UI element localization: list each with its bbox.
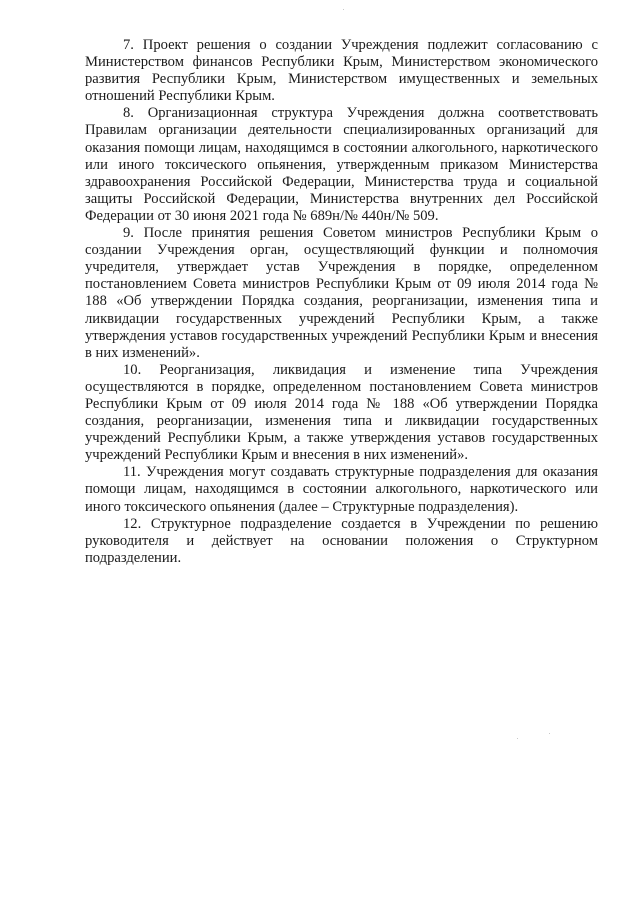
paragraph-9: 9. После принятия решения Советом министров Республики Крым о создании Учреждения орган, осуществляющий функции и полномочия учредителя, утверждает устав Учреждения в порядке, определенном постановлением Совета министров Республики Крым от 09 июля 2014 года № 188 «Об утверждении Порядка создания, реорганизации, изменения типа и ликвидации государственных учреждений Республики Крым, а также утверждения уставов государственных учреждений Республики Крым и внесения в них изменений».: [85, 225, 598, 361]
paragraph-8: 8. Организационная структура Учреждения должна соответствовать Правилам организации деятельности специализированных организаций для оказания помощи лицам, находящимся в состоянии алкогольного, наркотического или иного токсического опьянения, утвержденным приказом Министерства здравоохранения Российской Федерации, Министерства труда и социальной защиты Российской Федерации, Министерства внутренних дел Российской Федерации от 30 июня 2021 года № 689н/№ 440н/№ 509.: [85, 105, 598, 224]
scan-speck: [343, 9, 344, 10]
scan-speck: [517, 738, 518, 739]
paragraph-12: 12. Структурное подразделение создается в Учреждении по решению руководителя и действует на основании положения о Структурном подразделении.: [85, 515, 598, 566]
scan-speck: [549, 733, 550, 734]
document-body: [85, 37, 598, 567]
paragraph-11: 11. Учреждения могут создавать структурные подразделения для оказания помощи лицам, находящимся в состоянии алкогольного, наркотического или иного токсического опьянения (далее – Структурные подразделения).: [85, 464, 598, 515]
paragraph-10: 10. Реорганизация, ликвидация и изменение типа Учреждения осуществляются в порядке, определенном постановлением Совета министров Республики Крым от 09 июля 2014 года № 188 «Об утверждении Порядка создания, реорганизации, изменения типа и ликвидации государственных учреждений Республики Крым, а также утверждения уставов государственных учреждений Республики Крым и внесения в них изменений».: [85, 361, 598, 464]
paragraph-7: 7. Проект решения о создании Учреждения подлежит согласованию с Министерством финансов Республики Крым, Министерством экономического развития Республики Крым, Министерством имущественных и земельных отношений Республики Крым.: [85, 37, 598, 105]
